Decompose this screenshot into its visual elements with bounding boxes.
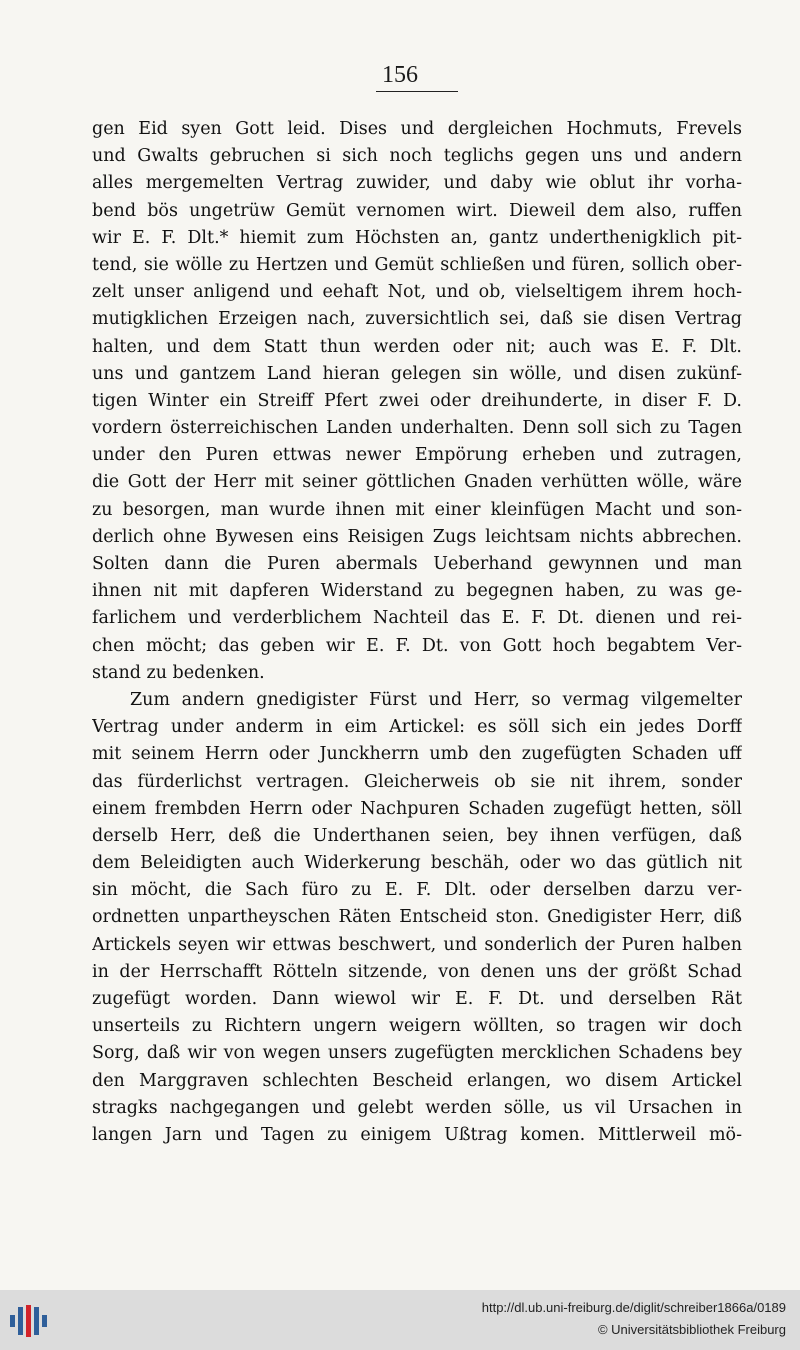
text-line: sin möcht, die Sach füro zu E. F. Dlt. oder derselben darzu ver- (92, 880, 742, 901)
text-line: mit seinem Herrn oder Junckherrn umb den zugefügten Schaden uff (92, 744, 742, 765)
text-line: dem Beleidigten auch Widerkerung beschäh, oder wo das gütlich nit (92, 853, 742, 874)
permalink-url[interactable]: http://dl.ub.uni-freiburg.de/diglit/schreiber1866a/0189 (481, 1300, 786, 1315)
text-line: in der Herrschafft Rötteln sitzende, von denen uns der größt Schad (92, 961, 742, 982)
text-line: alles mergemelten Vertrag zuwider, und daby wie oblut ihr vorha- (92, 173, 742, 194)
text-line: das fürderlichst vertragen. Gleicherweis ob sie nit ihrem, sonder (92, 771, 742, 792)
text-line: tigen Winter ein Streiff Pfert zwei oder dreihunderte, in diser F. D. (92, 390, 742, 411)
text-line: chen möcht; das geben wir E. F. Dt. von Gott hoch begabtem Ver- (92, 635, 742, 656)
ub-freiburg-logo-icon[interactable] (8, 1303, 52, 1339)
text-line: zugefügt worden. Dann wiewol wir E. F. Dt. und derselben Rät (92, 989, 742, 1009)
page-number-rule (376, 91, 458, 92)
text-line: derselb Herr, deß die Underthanen seien, bey ihnen verfügen, daß (92, 825, 742, 846)
text-line: ihnen nit mit dapferen Widerstand zu begegnen haben, zu was ge- (92, 581, 742, 602)
text-line: und Gwalts gebruchen si sich noch teglichs gegen uns und andern (92, 146, 742, 167)
text-line: uns und gantzem Land hieran gelegen sin wölle, und disen zukünf- (92, 363, 742, 384)
text-line: wir E. F. Dlt.* hiemit zum Höchsten an, gantz underthenigklich pit- (92, 227, 742, 248)
text-line: farlichem und verderblichem Nachteil das E. F. Dt. dienen und rei- (92, 608, 742, 629)
text-line: mutigklichen Erzeigen nach, zuversichtlich sei, daß sie disen Vertrag (92, 309, 742, 330)
text-line: vordern österreichischen Landen underhalten. Denn soll sich zu Tagen (92, 418, 742, 439)
copyright-notice: © Universitätsbibliothek Freiburg (597, 1322, 786, 1337)
text-line: tend, sie wölle zu Hertzen und Gemüt schließen und füren, sollich ober- (92, 254, 742, 275)
text-line: Vertrag under anderm in eim Artickel: es söll sich ein jedes Dorff (92, 717, 742, 738)
text-line: stand zu bedenken. (92, 662, 265, 683)
viewer-footer (0, 1290, 800, 1350)
text-line: den Marggraven schlechten Bescheid erlangen, wo disem Artickel (92, 1070, 742, 1091)
text-line: Zum andern gnedigister Fürst und Herr, so vermag vilgemelter (130, 689, 742, 710)
text-line: halten, und dem Statt thun werden oder nit; auch was E. F. Dlt. (92, 336, 742, 357)
text-line: Solten dann die Puren abermals Ueberhand gewynnen und man (92, 554, 742, 574)
text-line: derlich ohne Bywesen eins Reisigen Zugs leichtsam nichts abbrechen. (92, 526, 742, 547)
text-line: under den Puren ettwas newer Empörung erheben und zutragen, (92, 445, 742, 466)
text-line: die Gott der Herr mit seiner göttlichen Gnaden verhütten wölle, wäre (92, 472, 742, 493)
page-number: 156 (382, 62, 418, 88)
text-line: stragks nachgegangen und gelebt werden sölle, us vil Ursachen in (92, 1097, 742, 1118)
text-line: zelt unser anligend und eehaft Not, und ob, vielseltigem ihrem hoch- (92, 282, 742, 303)
body-text (92, 116, 742, 1149)
text-line: bend bös ungetrüw Gemüt vernomen wirt. Dieweil dem also, ruffen (92, 200, 742, 221)
text-line: unserteils zu Richtern ungern weigern wöllten, so tragen wir doch (92, 1016, 742, 1037)
text-line: Sorg, daß wir von wegen unsers zugefügten mercklichen Schadens bey (92, 1043, 742, 1064)
text-line: ordnetten unpartheyschen Räten Entscheid ston. Gnedigister Herr, diß (92, 907, 742, 928)
text-line: Artickels seyen wir ettwas beschwert, und sonderlich der Puren halben (92, 934, 742, 955)
text-line: einem frembden Herrn oder Nachpuren Schaden zugefügt hetten, söll (92, 798, 742, 819)
text-line: zu besorgen, man wurde ihnen mit einer kleinfügen Macht und son- (92, 499, 742, 520)
text-line: gen Eid syen Gott leid. Dises und dergleichen Hochmuts, Frevels (92, 119, 742, 139)
text-line: langen Jarn und Tagen zu einigem Ußtrag komen. Mittlerweil mö- (92, 1124, 742, 1145)
